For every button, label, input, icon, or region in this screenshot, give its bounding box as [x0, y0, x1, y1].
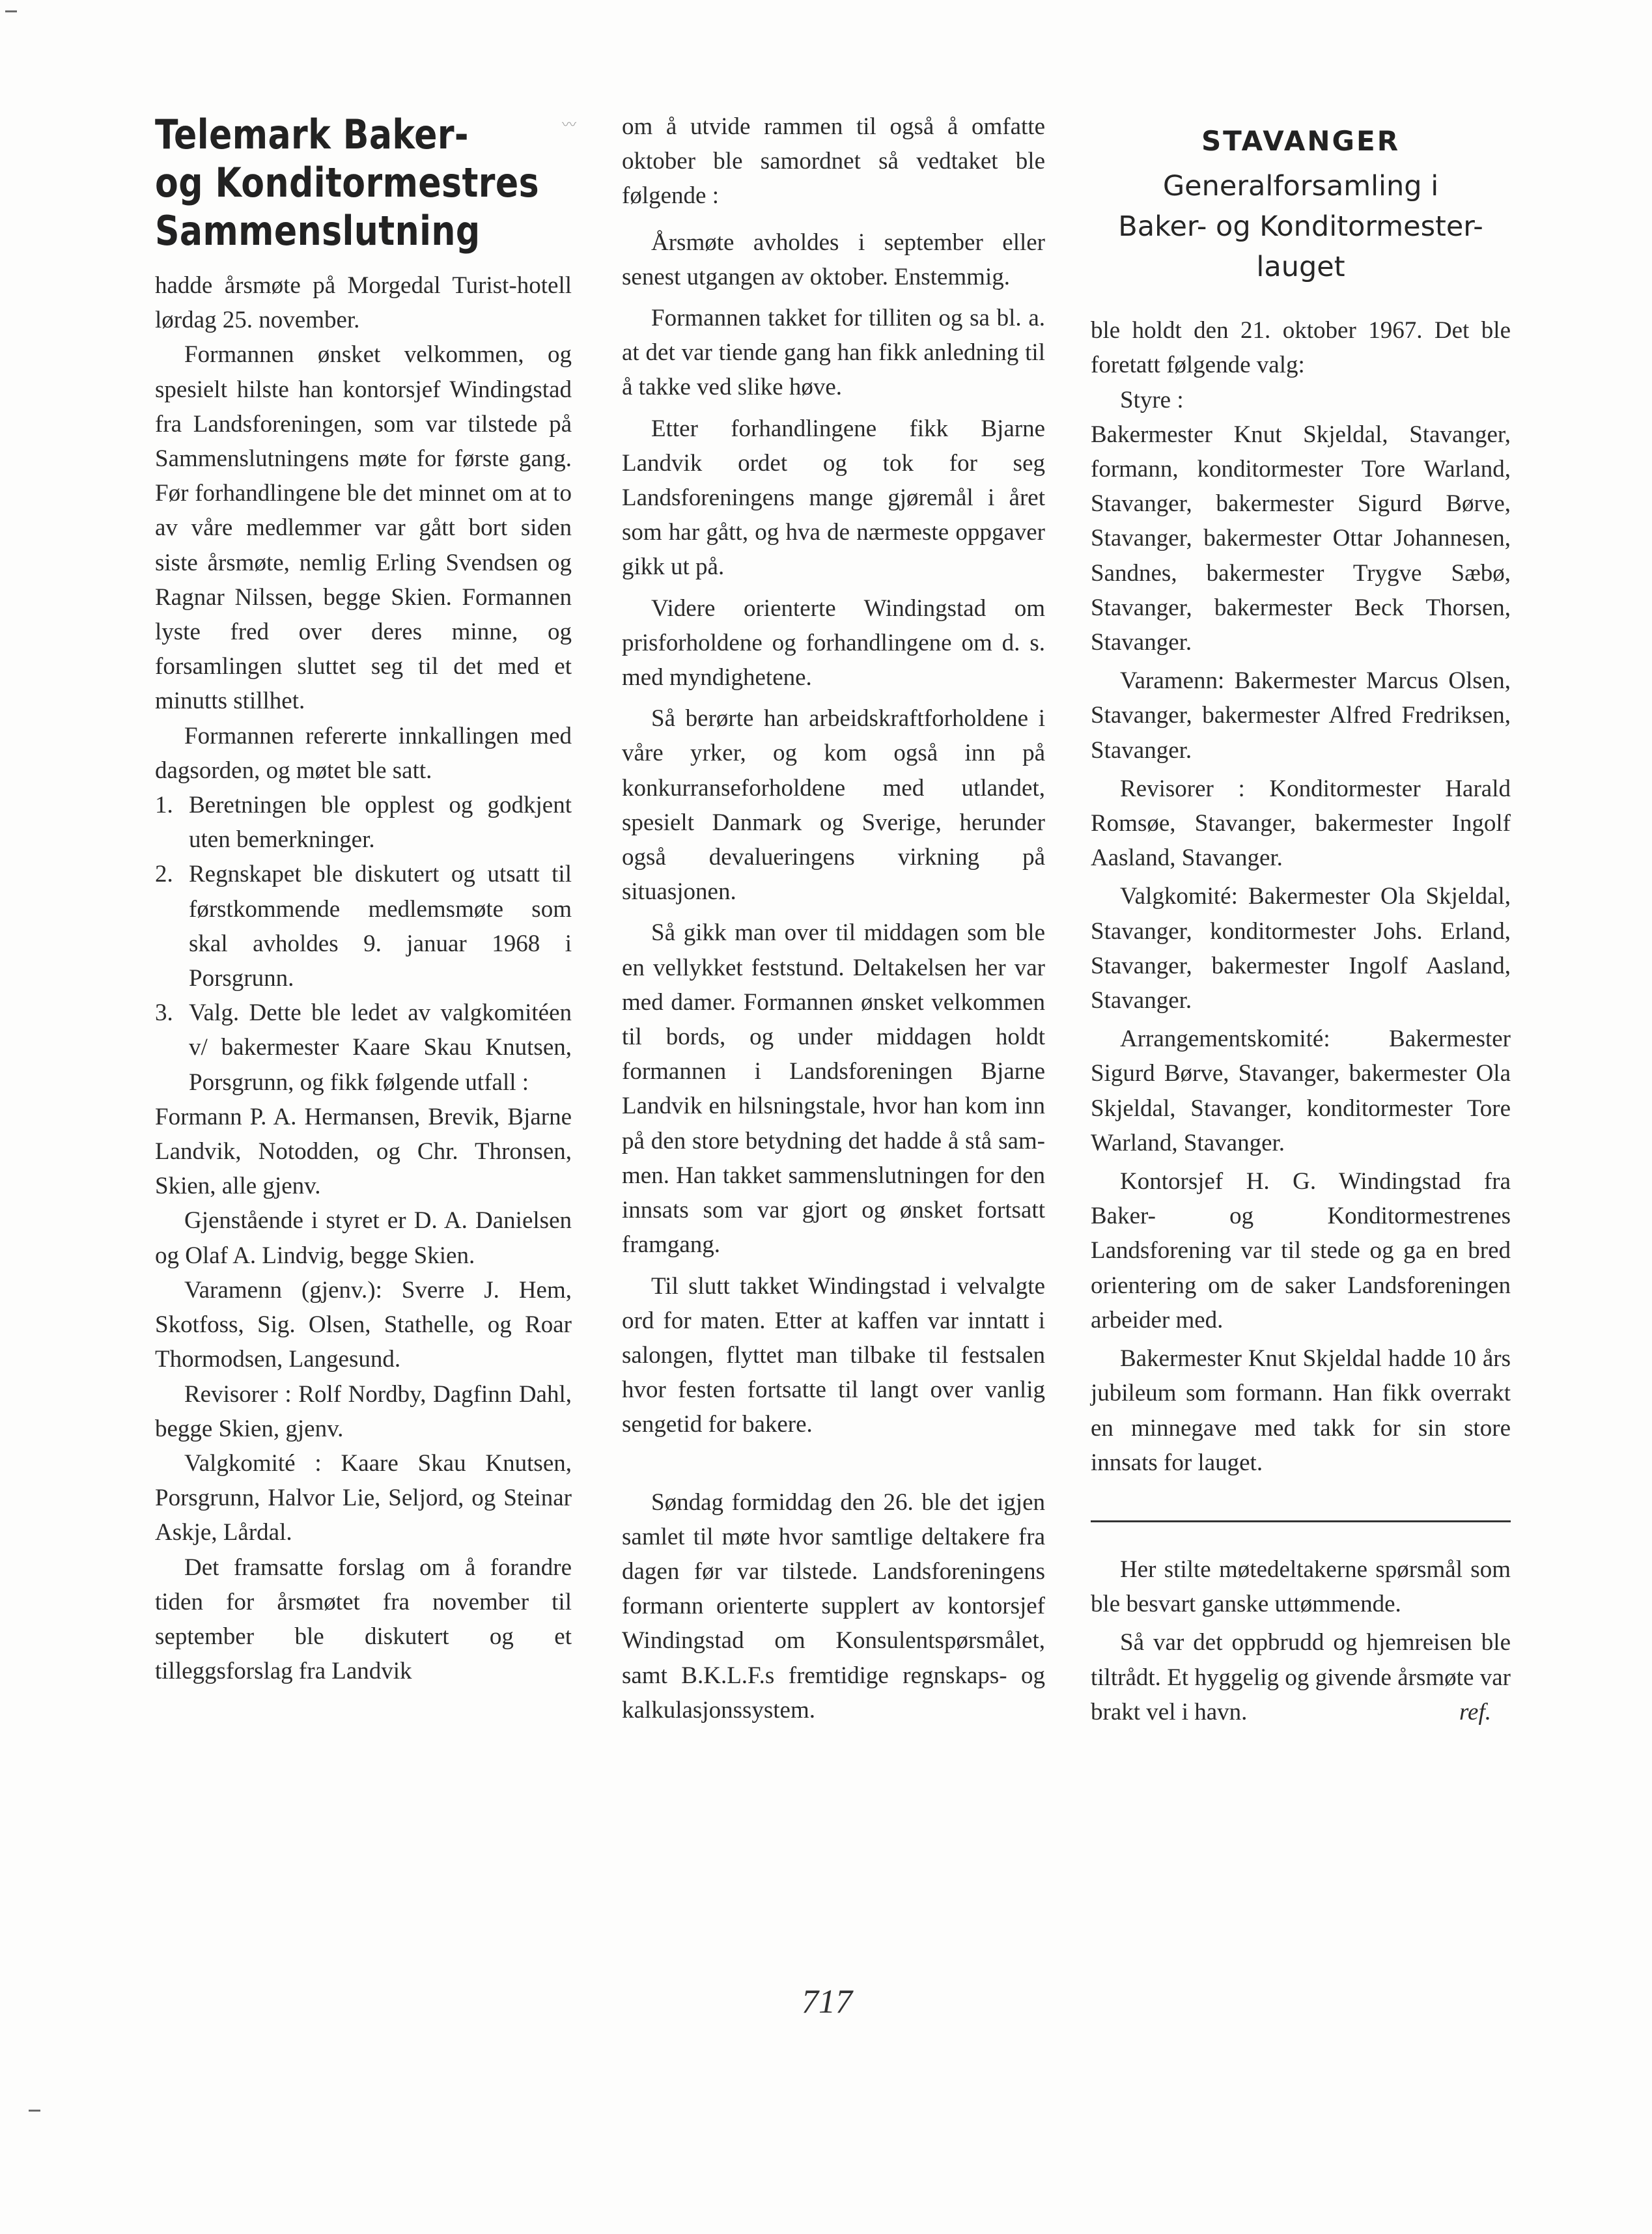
paragraph: Så berørte han arbeidskraftforholdene i våre yrker, og kom også inn på konkurranseforholdene med utlandet, spesielt Danmark og Sverige, herunder også devalueringens virkning på situasjonen. [622, 705, 1045, 906]
agenda-item [155, 996, 572, 1100]
headline-line: Telemark Baker- [155, 111, 469, 158]
right-column [1091, 124, 1511, 1729]
scan-edge-mark [5, 10, 17, 12]
agenda-text: Valg. Dette ble ledet av valgkomitéen v/ bakermester Kaare Skau Knutsen, Porsgrunn, og fikk følgende utfall : [189, 999, 572, 1096]
paragraph: Revisorer : Konditormester Harald Romsøe, Stavanger, bakermester Ingolf Aasland, Stavanger. [1091, 775, 1511, 872]
middle-column [622, 109, 1045, 1727]
paragraph: Gjenstående i styret er D. A. Danielsen og Olaf A. Lindvig, begge Skien. [155, 1207, 572, 1269]
paragraph: Formannen refererte innkallingen med dagsorden, og møtet ble satt. [155, 722, 572, 784]
paragraph: ble holdt den 21. oktober 1967. Det ble foretatt følgende valg: [1091, 317, 1511, 379]
agenda-text: Beretningen ble opplest og godkjent uten bemerkninger. [189, 792, 572, 854]
paragraph: Søndag formiddag den 26. ble det igjen samlet til møte hvor samtlige deltakere fra dagen før var tilstede. Landsforeningens formann orienterte supplert av kontorsjef Windingstad om Konsulentspørsmålet, samt B.K.L.F.s fremtidige regnskaps- og kalkulasjonssystem. [622, 1488, 1045, 1724]
author-signature: ref. [1459, 1698, 1491, 1725]
paragraph: Formannen ønsket velkommen, og spesielt hilste han kontorsjef Windingstad fra Landsforeningen, som var tilstede på Sammenslutningens møte for første gang. Før forhandlingene ble det minnet om at to av våre medlemmer var gått bort siden siste årsmøte, nemlig Erling Svendsen og Ragnar Nilssen, begge Skien. Formannen lyste fred over deres minne, og forsamlingen sluttet seg til det med et minutts stillhet. [155, 341, 572, 715]
subhead-line: lauget [1256, 251, 1345, 284]
section-divider [1091, 1520, 1511, 1522]
article-kicker-stavanger: STAVANGER [1201, 125, 1401, 157]
agenda-number: 2. [155, 861, 173, 888]
article-subhead [1091, 166, 1511, 287]
paragraph: Bakermester Knut Skjeldal, Stavanger, formann, konditormester Tore Warland, Stavanger, bakermester Sigurd Børve, Stavanger, bakermester Ottar Johannesen, Sandnes, bakermester Trygve Sæbø, Stavanger, bakermester Beck Thorsen, Stavanger. [1091, 421, 1511, 656]
paragraph: Kontorsjef H. G. Windingstad fra Baker- og Konditormestrenes Landsforening var til stede og ga en bred orientering om de saker Landsforeningen arbeider med. [1091, 1168, 1511, 1333]
paragraph: Revisorer : Rolf Nordby, Dagfinn Dahl, begge Skien, gjenv. [155, 1380, 572, 1442]
agenda-text: Regnskapet ble diskutert og utsatt til førstkommende medlemsmøte som skal avholdes 9. januar 1968 i Porsgrunn. [189, 861, 572, 992]
agenda-item [155, 788, 572, 857]
subhead-line: Baker- og Konditormester- [1118, 210, 1483, 244]
scan-edge-mark [29, 2110, 40, 2112]
paragraph: Til slutt takket Windingstad i velvalgte ord for maten. Etter at kaffen var inntatt i salongen, flyttet man tilbake til festsalen hvor festen fortsatte til langt over vanlig sengetid for bakere. [622, 1272, 1045, 1438]
article-headline-telemark [155, 111, 570, 255]
paragraph: Formannen takket for tilliten og sa bl. a. at det var tiende gang han fikk anledning til å takke ved slike høve. [622, 305, 1045, 401]
paragraph: Varamenn (gjenv.): Sverre J. Hem, Skotfoss, Sig. Olsen, Stathelle, og Roar Thormodsen, Langesund. [155, 1276, 572, 1373]
agenda-item [155, 857, 572, 996]
headline-line: Sammenslutning [155, 207, 481, 255]
paragraph: Videre orienterte Windingstad om prisforholdene og forhandlingene om d. s. med myndighetene. [622, 594, 1045, 691]
paragraph: hadde årsmøte på Morgedal Turist-hotell lørdag 25. november. [155, 272, 572, 334]
paragraph: Formann P. A. Hermansen, Brevik, Bjarne Landvik, Notodden, og Chr. Thronsen, Skien, alle gjenv. [155, 1103, 572, 1200]
paragraph: Så gikk man over til middagen som ble en vellykket feststund. Deltakelsen her var med damer. Formannen ønsket velkommen til bords, og under middagen holdt formannen i Landsforeningen Bjarne Landvik en hilsningstale, hvor han kom inn på den store betydning det hadde å stå sammen. Han takket sammenslutningen for den innsats som var gjort og ønsket fortsatt framgang. [622, 919, 1045, 1259]
paragraph: Bakermester Knut Skjeldal hadde 10 års jubileum som formann. Han fikk overrakt en minnegave med takk for sin store innsats for lauget. [1091, 1345, 1511, 1476]
paragraph: Valgkomité: Bakermester Ola Skjeldal, Stavanger, konditormester Johs. Erland, Stavanger, bakermester Ingolf Aasland, Stavanger. [1091, 883, 1511, 1014]
paragraph: Her stilte møtedeltakerne spørsmål som ble besvart ganske uttømmende. [1091, 1556, 1511, 1618]
agenda-number: 1. [155, 792, 173, 819]
agenda-number: 3. [155, 999, 173, 1027]
paragraph: Årsmøte avholdes i september eller senest utgangen av oktober. Enstemmig. [622, 229, 1045, 290]
paragraph: om å utvide rammen til også å omfatte oktober ble samordnet så vedtaket ble følgende : [622, 113, 1045, 210]
paragraph: Arrangementskomité: Bakermester Sigurd Børve, Stavanger, bakermester Ola Skjeldal, Stavanger, konditormester Tore Warland, Stavanger. [1091, 1026, 1511, 1156]
paragraph: Varamenn: Bakermester Marcus Olsen, Stavanger, bakermester Alfred Fredriksen, Stavanger. [1091, 667, 1511, 764]
paragraph [1091, 1625, 1511, 1729]
paragraph: Styre : [1120, 386, 1184, 413]
subhead-line: Generalforsamling i [1162, 170, 1439, 203]
left-column [155, 111, 572, 1688]
print-smudge: 〰 [562, 117, 577, 133]
agenda-list [155, 788, 572, 1100]
paragraph: Det framsatte forslag om å forandre tiden for årsmøtet fra november til september ble diskutert og et tilleggsforslag fra Landvik [155, 1554, 572, 1685]
page-number: 717 [802, 1983, 852, 2020]
paragraph: Valgkomité : Kaare Skau Knutsen, Porsgrunn, Halvor Lie, Seljord, og Steinar Askje, Lårdal. [155, 1449, 572, 1546]
paragraph: Etter forhandlingene fikk Bjarne Landvik ordet og tok for seg Landsforeningens mange gjøremål i året som har gått, og hva de nærmeste oppgaver gikk ut på. [622, 415, 1045, 581]
headline-line: og Konditormestres [155, 159, 540, 206]
closing-text: Så var det oppbrudd og hjemreisen ble tiltrådt. Et hyggelig og givende årsmøte var brakt vel i havn. [1091, 1629, 1511, 1725]
